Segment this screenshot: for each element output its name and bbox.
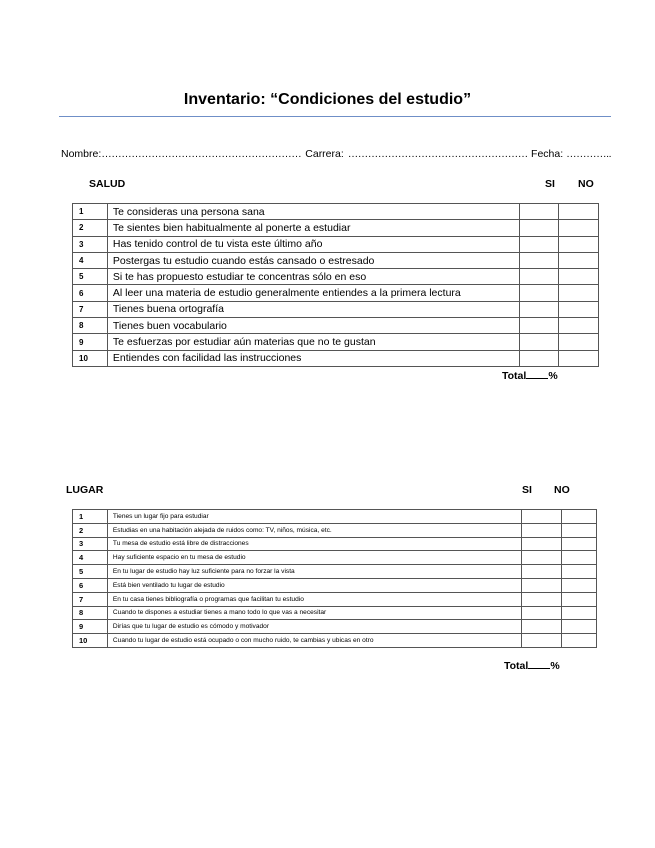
item-number: 10 [73,350,108,366]
item-number: 3 [73,537,108,551]
item-number: 9 [73,334,108,350]
item-number: 6 [73,285,108,301]
lugar-no-header: NO [554,484,570,496]
si-checkbox-cell[interactable] [520,252,559,268]
item-text: Está bien ventilado tu lugar de estudio [107,578,521,592]
salud-si-header: SI [545,178,555,190]
item-text: Tienes buena ortografía [107,301,520,317]
no-checkbox-cell[interactable] [559,318,599,334]
no-checkbox-cell[interactable] [562,620,597,634]
salud-row [73,252,599,268]
si-checkbox-cell[interactable] [520,269,559,285]
si-checkbox-cell[interactable] [520,236,559,252]
nombre-field[interactable]: …………………………………………………… [101,148,302,160]
item-number: 2 [73,523,108,537]
page-title: Inventario: “Condiciones del estudio” [183,91,472,108]
item-number: 4 [73,551,108,565]
si-checkbox-cell[interactable] [522,592,562,606]
lugar-row [73,537,597,551]
item-number: 4 [73,252,108,268]
item-text: Tu mesa de estudio está libre de distracciones [107,537,521,551]
lugar-total-blank[interactable] [528,660,550,669]
no-checkbox-cell[interactable] [559,236,599,252]
no-checkbox-cell[interactable] [562,523,597,537]
no-checkbox-cell[interactable] [562,551,597,565]
no-checkbox-cell[interactable] [559,220,599,236]
si-checkbox-cell[interactable] [520,220,559,236]
item-text: Cuando te dispones a estudiar tienes a mano todo lo que vas a necesitar [107,606,521,620]
item-number: 10 [73,634,108,648]
lugar-row [73,606,597,620]
lugar-total [504,660,560,672]
si-checkbox-cell[interactable] [522,523,562,537]
lugar-row [73,578,597,592]
item-number: 6 [73,578,108,592]
si-checkbox-cell[interactable] [522,578,562,592]
item-number: 9 [73,620,108,634]
salud-heading: SALUD [89,178,126,190]
no-checkbox-cell[interactable] [562,606,597,620]
item-text: Hay suficiente espacio en tu mesa de estudio [107,551,521,565]
lugar-row [73,620,597,634]
item-number: 3 [73,236,108,252]
salud-row [73,350,599,366]
carrera-field[interactable]: ……………………………………………… [347,148,528,160]
item-text: Entiendes con facilidad las instrucciones [107,350,520,366]
lugar-row [73,510,597,524]
si-checkbox-cell[interactable] [522,510,562,524]
lugar-row [73,592,597,606]
salud-total-blank[interactable] [526,370,548,379]
item-text: Cuando tu lugar de estudio está ocupado o con mucho ruido, te cambias y ubicas en otro [107,634,521,648]
no-checkbox-cell[interactable] [559,285,599,301]
fecha-field[interactable]: ………….. [566,148,611,160]
no-checkbox-cell[interactable] [559,269,599,285]
item-number: 7 [73,301,108,317]
item-text: Te esfuerzas por estudiar aún materias que no te gustan [107,334,520,350]
no-checkbox-cell[interactable] [562,634,597,648]
no-checkbox-cell[interactable] [559,204,599,220]
salud-row [73,269,599,285]
item-text: Al leer una materia de estudio generalmente entiendes a la primera lectura [107,285,520,301]
no-checkbox-cell[interactable] [559,252,599,268]
lugar-table [72,509,597,648]
si-checkbox-cell[interactable] [522,634,562,648]
lugar-row [73,523,597,537]
item-number: 5 [73,565,108,579]
item-text: Estudias en una habitación alejada de ruidos como: TV, niños, música, etc. [107,523,521,537]
si-checkbox-cell[interactable] [522,537,562,551]
salud-row [73,204,599,220]
salud-row [73,220,599,236]
salud-total-unit: % [548,370,558,382]
si-checkbox-cell[interactable] [520,204,559,220]
item-text: Si te has propuesto estudiar te concentras sólo en eso [107,269,520,285]
item-text: Has tenido control de tu vista este último año [107,236,520,252]
salud-row [73,236,599,252]
item-text: Te sientes bien habitualmente al ponerte a estudiar [107,220,520,236]
item-text: Postergas tu estudio cuando estás cansado o estresado [107,252,520,268]
lugar-row [73,634,597,648]
item-text: En tu lugar de estudio hay luz suficiente para no forzar la vista [107,565,521,579]
salud-no-header: NO [578,178,594,190]
si-checkbox-cell[interactable] [522,565,562,579]
salud-row [73,334,599,350]
item-number: 5 [73,269,108,285]
si-checkbox-cell[interactable] [520,285,559,301]
lugar-si-header: SI [522,484,532,496]
salud-table [72,203,599,367]
si-checkbox-cell[interactable] [522,606,562,620]
salud-row [73,318,599,334]
lugar-row [73,551,597,565]
si-checkbox-cell[interactable] [520,318,559,334]
item-number: 8 [73,318,108,334]
item-text: Dirías que tu lugar de estudio es cómodo y motivador [107,620,521,634]
no-checkbox-cell[interactable] [559,301,599,317]
title-divider [59,116,611,117]
si-checkbox-cell[interactable] [522,620,562,634]
item-text: Tienes un lugar fijo para estudiar [107,510,521,524]
lugar-row [73,565,597,579]
lugar-total-unit: % [550,660,560,672]
salud-row [73,301,599,317]
item-number: 7 [73,592,108,606]
si-checkbox-cell[interactable] [520,334,559,350]
carrera-label: Carrera: [305,148,344,160]
item-text: Te consideras una persona sana [107,204,520,220]
item-text: Tienes buen vocabulario [107,318,520,334]
salud-total [502,370,558,382]
si-checkbox-cell[interactable] [520,301,559,317]
no-checkbox-cell[interactable] [559,350,599,366]
no-checkbox-cell[interactable] [562,565,597,579]
no-checkbox-cell[interactable] [562,592,597,606]
no-checkbox-cell[interactable] [562,537,597,551]
salud-total-label: Total [502,370,527,382]
salud-row [73,285,599,301]
item-number: 2 [73,220,108,236]
item-number: 1 [73,510,108,524]
fecha-label: Fecha: [531,148,564,160]
header-fields [61,148,611,160]
no-checkbox-cell[interactable] [562,510,597,524]
no-checkbox-cell[interactable] [559,334,599,350]
nombre-label: Nombre: [61,148,102,160]
no-checkbox-cell[interactable] [562,578,597,592]
item-number: 1 [73,204,108,220]
lugar-total-label: Total [504,660,529,672]
item-number: 8 [73,606,108,620]
lugar-heading: LUGAR [66,484,104,496]
si-checkbox-cell[interactable] [520,350,559,366]
si-checkbox-cell[interactable] [522,551,562,565]
item-text: En tu casa tienes bibliografía o programas que facilitan tu estudio [107,592,521,606]
